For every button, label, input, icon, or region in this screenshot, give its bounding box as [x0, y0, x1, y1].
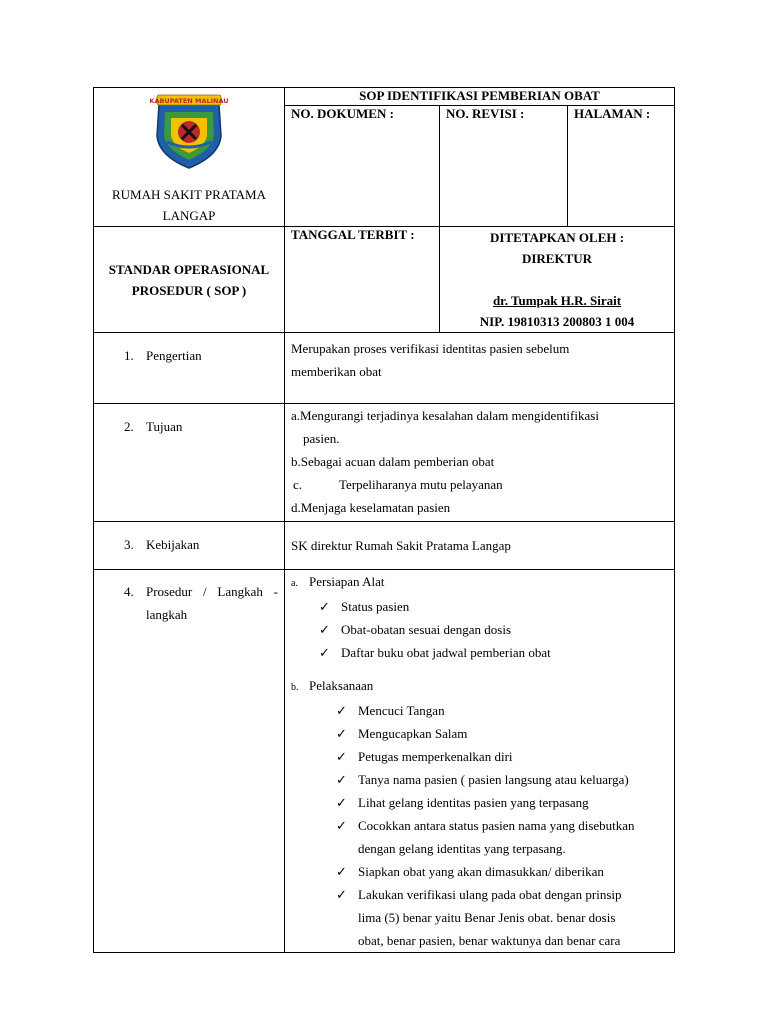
- document-title: SOP IDENTIFIKASI PEMBERIAN OBAT: [285, 88, 675, 106]
- list-item: [319, 641, 668, 664]
- persiapan-marker: a.: [291, 578, 298, 589]
- tujuan-marker: c.: [293, 477, 303, 492]
- sop-table: [93, 87, 675, 953]
- hospital-cell: [94, 88, 285, 227]
- kebijakan-label: Kebijakan: [146, 537, 200, 552]
- persiapan-item: Daftar buku obat jadwal pemberian obat: [341, 645, 551, 660]
- list-item: [319, 618, 668, 641]
- tujuan-item-cont: pasien.: [303, 431, 340, 446]
- list-item: [336, 722, 668, 745]
- tujuan-number: 2.: [124, 419, 134, 434]
- pelaksanaan-item: Mengucapkan Salam: [358, 726, 468, 741]
- prosedur-label-cell: [94, 570, 285, 953]
- check-icon: ✓: [336, 864, 347, 879]
- ditetapkan-label: DITETAPKAN OLEH :: [489, 230, 625, 245]
- pelaksanaan-item: Tanya nama pasien ( pasien langsung atau keluarga): [358, 772, 629, 787]
- pengertian-number: 1.: [124, 348, 134, 363]
- tujuan-label-cell: [94, 404, 285, 522]
- kebijakan-text: SK direktur Rumah Sakit Pratama Langap: [285, 522, 675, 570]
- pelaksanaan-item: Siapkan obat yang akan dimasukkan/ diberikan: [358, 864, 604, 879]
- director-name: dr. Tumpak H.R. Sirait: [492, 293, 622, 308]
- check-icon: ✓: [336, 772, 347, 787]
- pelaksanaan-item: Mencuci Tangan: [358, 703, 445, 718]
- pelaksanaan-title: Pelaksanaan: [309, 678, 374, 693]
- prosedur-label: [124, 580, 278, 626]
- tujuan-marker: b.: [291, 454, 301, 469]
- halaman-label: HALAMAN :: [568, 106, 675, 227]
- tujuan-marker: a.: [291, 408, 301, 423]
- persiapan-heading: [291, 570, 668, 595]
- sop-label: STANDAR OPERASIONAL PROSEDUR ( SOP ): [94, 227, 285, 333]
- prosedur-label-line: langkah: [146, 607, 188, 622]
- list-item: [319, 595, 668, 618]
- tanggal-terbit-label: TANGGAL TERBIT :: [285, 227, 440, 333]
- no-revisi-label: NO. REVISI :: [440, 106, 568, 227]
- tujuan-text: Sebagai acuan dalam pemberian obat: [300, 454, 495, 469]
- list-item: [336, 791, 668, 814]
- check-icon: ✓: [319, 599, 330, 614]
- pelaksanaan-marker: b.: [291, 682, 299, 693]
- tujuan-label: Tujuan: [146, 419, 183, 434]
- tujuan-item: [291, 450, 668, 473]
- ditetapkan-cell: [440, 227, 675, 333]
- tujuan-text: Mengurangi terjadinya kesalahan dalam mengidentifikasi: [300, 408, 599, 423]
- persiapan-item: Obat-obatan sesuai dengan dosis: [341, 622, 512, 637]
- check-icon: ✓: [319, 622, 330, 637]
- check-icon: ✓: [336, 749, 347, 764]
- check-icon: ✓: [336, 887, 347, 902]
- no-dokumen-label: NO. DOKUMEN :: [285, 106, 440, 227]
- pelaksanaan-item: Petugas memperkenalkan diri: [358, 749, 513, 764]
- pelaksanaan-item: Cocokkan antara status pasien nama yang disebutkan: [358, 818, 635, 833]
- persiapan-item: Status pasien: [341, 599, 410, 614]
- check-icon: ✓: [336, 818, 347, 833]
- tujuan-marker: d.: [291, 500, 301, 515]
- pelaksanaan-item-cont: dengan gelang identitas yang terpasang.: [358, 841, 566, 856]
- kebijakan-label-cell: [94, 522, 285, 570]
- pelaksanaan-list: [291, 699, 668, 952]
- pelaksanaan-item: Lakukan verifikasi ulang pada obat dengan prinsip: [358, 887, 622, 902]
- list-item: [336, 860, 668, 883]
- pelaksanaan-item-cont: obat, benar pasien, benar waktunya dan benar cara: [358, 933, 621, 948]
- check-icon: ✓: [319, 645, 330, 660]
- director-nip: NIP. 19810313 200803 1 004: [479, 314, 635, 329]
- list-item: [336, 768, 668, 791]
- list-item: [336, 745, 668, 768]
- prosedur-label-line: Prosedur / Langkah -: [146, 584, 278, 599]
- regency-logo: [149, 92, 229, 170]
- pengertian-label-cell: [94, 333, 285, 404]
- check-icon: ✓: [336, 726, 347, 741]
- check-icon: ✓: [336, 703, 347, 718]
- logo-banner-text: KABUPATEN MALINAU: [149, 97, 229, 105]
- pelaksanaan-heading: [291, 674, 668, 699]
- sop-document: [93, 87, 675, 953]
- direktur-label: DIREKTUR: [521, 251, 593, 266]
- tujuan-item: [291, 496, 668, 519]
- persiapan-title: Persiapan Alat: [309, 574, 385, 589]
- tujuan-list: [285, 404, 675, 522]
- hospital-name: RUMAH SAKIT PRATAMA LANGAP: [111, 187, 267, 223]
- list-item: [336, 699, 668, 722]
- prosedur-content: [285, 570, 675, 953]
- pengertian-label: Pengertian: [146, 348, 202, 363]
- kebijakan-number: 3.: [124, 537, 134, 552]
- tujuan-text: Terpeliharanya mutu pelayanan: [339, 477, 503, 492]
- list-item: [336, 883, 668, 906]
- tujuan-text: Menjaga keselamatan pasien: [300, 500, 451, 515]
- prosedur-number: 4.: [124, 584, 134, 599]
- persiapan-list: [291, 595, 668, 664]
- list-item: [336, 814, 668, 837]
- tujuan-item: [291, 473, 668, 496]
- pengertian-text: Merupakan proses verifikasi identitas pasien sebelum memberikan obat: [285, 333, 675, 404]
- tujuan-item: [291, 404, 668, 427]
- pelaksanaan-item: Lihat gelang identitas pasien yang terpasang: [358, 795, 589, 810]
- pelaksanaan-item-cont: lima (5) benar yaitu Benar Jenis obat. benar dosis: [358, 910, 616, 925]
- check-icon: ✓: [336, 795, 347, 810]
